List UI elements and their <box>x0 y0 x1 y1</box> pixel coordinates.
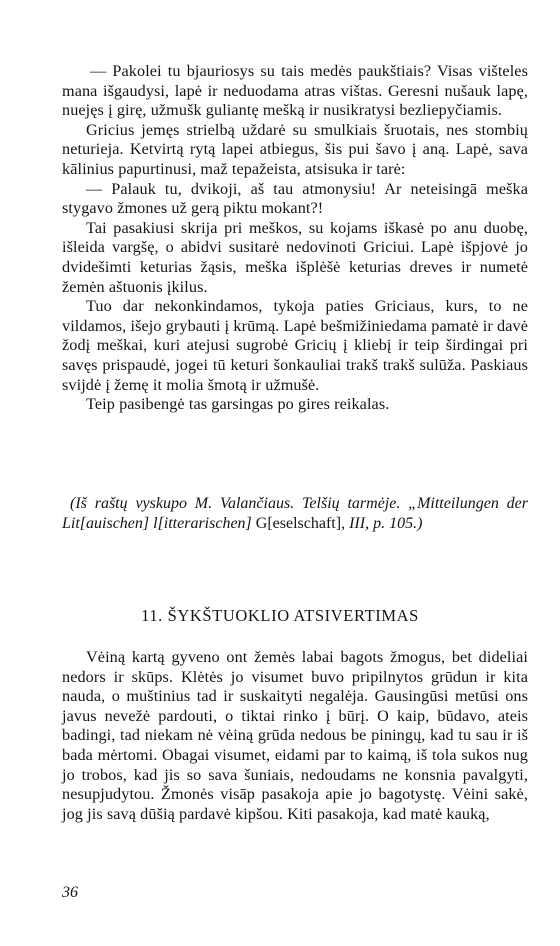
paragraph: — Palauk tu, dvikoji, aš tau atmonysiu! Ar neteisingā meška stygavo žmones už gerą piktu mokant?! <box>62 179 528 218</box>
paragraph: Tai pasakiusi skrija pri meškos, su kojams iškasė po anu duobę, išleida vargšę, o abidvi susitarė nedovinoti Griciui. Lapė išpjovė jo dvidešimti keturias žąsis, meška išplėšė keturias dreves ir numetė žemėn aštuonis įkilus. <box>62 218 528 296</box>
story-one-text <box>62 62 528 415</box>
section-heading: 11. ŠYKŠTUOKLIO ATSIVERTIMAS <box>141 606 419 625</box>
paragraph: Gricius jemęs strielbą uždarė su smulkiais šruotais, nes stombių neturieja. Ketvirtą rytą lapei atbiegus, šis pui šavo į aną. Lapė, sava kālinius papurtinusi, maž tepažeista, atsisuka ir tarė: <box>62 120 528 178</box>
paragraph: — Pakolei tu bjauriosys su tais medės paukštiais? Visas višteles mana išgaudysi, lapė ir neduodama atras vištas. Geresni nušauk lapę, nuejęs į girę, užmušk guliantę mešką ir nusikratysi bezliepyčiamis. <box>62 62 528 120</box>
citation-normal: G[eselschaft], <box>255 515 346 532</box>
story-two-text <box>62 648 528 824</box>
citation-end: III, p. 105.) <box>345 515 423 532</box>
page-number: 36 <box>62 884 78 901</box>
citation-italic: (Iš raštų vyskupo M. Valančiaus. Telšių tarmėje. „Mitteilungen der Lit[auischen] l[itterarischen] <box>62 495 528 532</box>
paragraph: Tuo dar nekonkindamos, tykoja paties Griciaus, kurs, to ne vildamos, išejo grybauti į krūmą. Lapė bešmižiniedama pamatė ir davė žodį meškai, kuri atejusi sugrobė Gricių į kliebį ir teip širdingai pri savęs prispaudė, jogei tū keturi šonkauliai trakš trakš sulūža. Paskiaus svijdė į žemę it molia šmotą ir užmušė. <box>62 297 528 394</box>
paragraph: Vėiną kartą gyveno ont žemės labai bagots žmogus, bet dideliai nedors ir skūps. Klėtės jo visumet buvo pripilnytos grūdun ir kita nauda, o muštinius tad ir suskaityti negalėja. Gausingūsi metūsi ons javus nevežė pardouti, o tiktai rinko į būrį. O kaip, būdavo, ateis badingi, tad niekam nė vėiną grūda nedous be piningų, kad tu sau ir iš bada mėrtomi. Obagai visumet, eidami par to kaimą, iš tola sukos nug jo trobos, kad jis so sava šuniais, nedoudams ne konsnia pavalgyti, nesupjudytou. Žmonės visāp pasakoja apie jo bagotystę. Vėini sakė, jog jis savą dūšią pardavė kipšou. Kiti pasakoja, kad matė kauką, <box>62 648 528 823</box>
source-citation <box>62 494 528 534</box>
paragraph: Teip pasibengė tas garsingas po gires reikalas. <box>86 395 390 414</box>
